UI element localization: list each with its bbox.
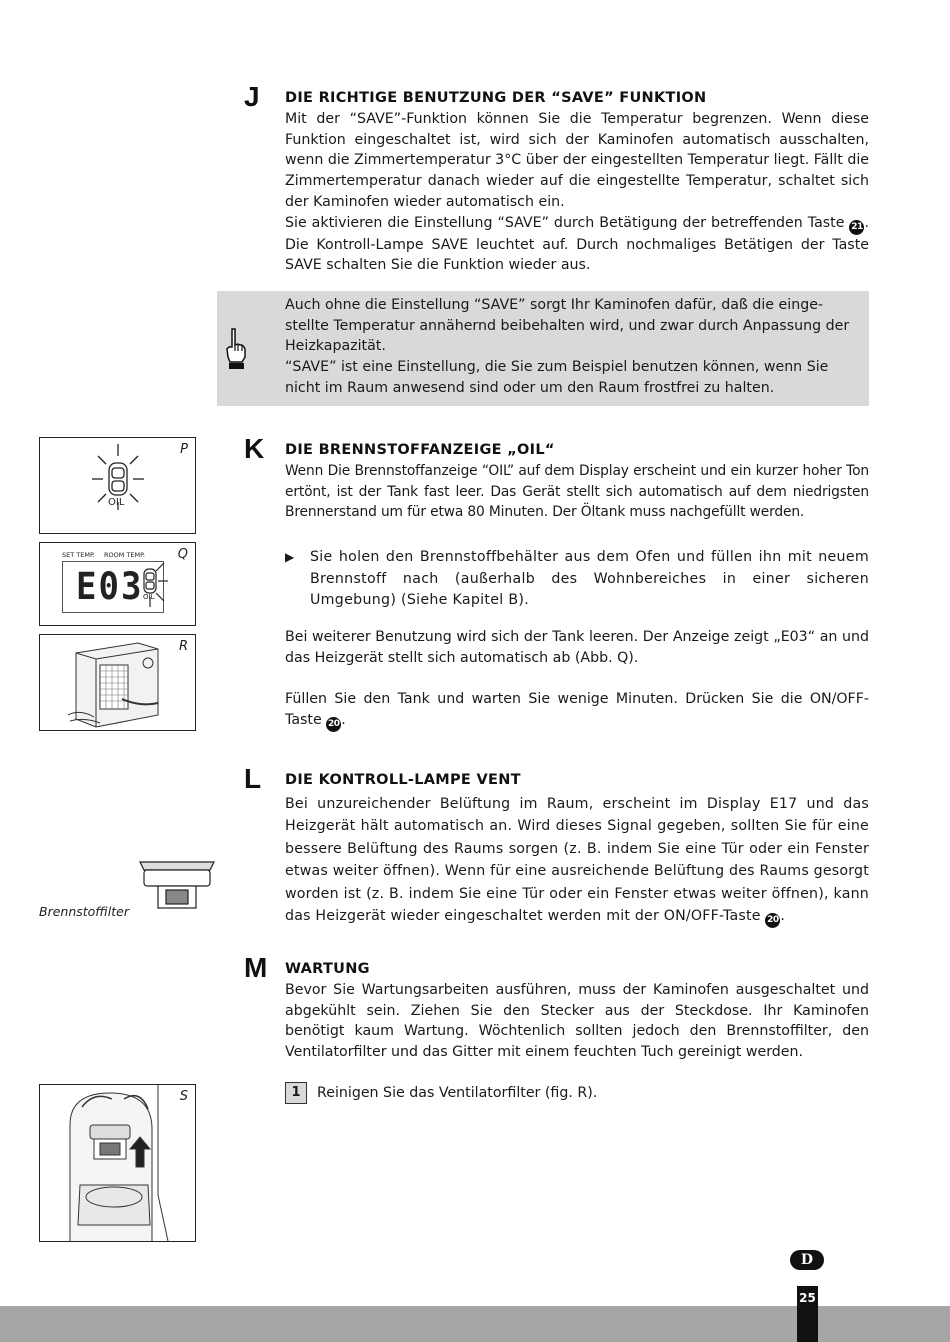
paragraph xyxy=(285,213,869,276)
section-body-k xyxy=(285,461,869,523)
bullet-text: Sie holen den Brennstoffbehälter aus dem Ofen und füllen ihn mit neuem Brennstoff nach (außerhalb des Wohnbereiches in einer sicheren Umgebung) (Siehe Kapitel B). xyxy=(310,549,869,608)
heater-fan-filter-illustration xyxy=(40,635,195,730)
section-letter-k: K xyxy=(244,433,265,464)
section-body-j xyxy=(285,109,869,276)
section-body-k-2 xyxy=(285,627,869,668)
page-number: 25 xyxy=(797,1286,818,1342)
figure-label: R xyxy=(178,639,188,654)
key-number-badge: 20 xyxy=(326,717,341,732)
language-badge: D xyxy=(790,1250,824,1270)
paragraph: Bei weiterer Benutzung wird sich der Tank leeren. Der Anzeige zeigt „E03“ an und das Heizgerät stellt sich automatisch ab (Abb. Q). xyxy=(285,629,869,666)
section-letter-l: L xyxy=(244,763,262,794)
error-code: E03 xyxy=(76,565,144,609)
oil-label: OIL xyxy=(108,497,125,508)
set-temp-label: SET TEMP. xyxy=(62,551,95,559)
bullet-arrow-icon: ▶ xyxy=(285,550,295,564)
paragraph xyxy=(285,793,869,928)
oil-label: OIL xyxy=(143,593,155,601)
figure-label: Q xyxy=(177,547,188,562)
section-heading-j: DIE RICHTIGE BENUTZUNG DER “SAVE” FUNKTION xyxy=(285,90,707,106)
section-body-l xyxy=(285,793,869,928)
bullet-item xyxy=(285,547,869,612)
figure-label: S xyxy=(179,1089,188,1104)
oil-indicator-blinking-icon xyxy=(40,543,195,625)
section-body-k-3 xyxy=(285,689,869,732)
note-text xyxy=(285,295,851,399)
section-heading-l: DIE KONTROLL-LAMPE VENT xyxy=(285,772,521,788)
room-temp-label: ROOM TEMP. xyxy=(104,551,146,559)
figure-label: P xyxy=(180,442,188,457)
paragraph: Wenn Die Brennstoffanzeige “OIL” auf dem Display erscheint und ein kurzer hoher Ton ertönt, ist der Tank fast leer. Das Gerät stellt sich automatisch auf dem niedrigsten Brennerstand um für etwa 80 Minuten. Der Öltank muss nachgefüllt werden. xyxy=(285,463,869,521)
text-span: Sie aktivieren die Einstellung “SAVE” durch Betätigung der betreffenden Taste xyxy=(285,214,845,231)
step-number: 1 xyxy=(285,1082,307,1104)
key-number-badge: 20 xyxy=(765,913,780,928)
figure-r xyxy=(39,634,196,731)
section-letter-m: M xyxy=(244,952,268,983)
figure-s xyxy=(39,1084,196,1242)
text-span: . xyxy=(780,908,786,925)
oil-indicator-blinking-icon xyxy=(40,438,195,533)
pointing-hand-icon xyxy=(223,327,249,371)
text-span: . xyxy=(341,711,346,728)
paragraph: Mit der “SAVE”-Funktion können Sie die Temperatur begrenzen. Wenn diese Funktion eingeschaltet ist, wird sich der Kaminofen automatisch ausschalten, wenn die Zimmertemperatur 3°C über der eingestellten Temperatur liegt. Fällt die Zimmertemperatur danach wieder auf die eingestellte Temperatur, schaltet sich der Kaminofen wieder automatisch ein. xyxy=(285,111,869,210)
fuel-filter-illustration xyxy=(138,858,216,912)
figure-caption: Brennstoffilter xyxy=(39,904,130,919)
note-box xyxy=(217,291,869,406)
paragraph: Auch ohne die Einstellung “SAVE” sorgt Ihr Kaminofen dafür, daß die einge-stellte Temperatur annähernd beibehalten wird, und zwar durch Anpassung der Heizkapazität. xyxy=(285,297,850,355)
paragraph: “SAVE” ist eine Einstellung, die Sie zum Beispiel benutzen können, wenn Sie nicht im Raum anwesend sind oder um den Raum frostfrei zu halten. xyxy=(285,359,829,396)
paragraph xyxy=(285,689,869,732)
text-span: Füllen Sie den Tank und warten Sie wenige Minuten. Drücken Sie die ON/OFF-Taste xyxy=(285,691,869,728)
section-body-m xyxy=(285,980,869,1063)
text-span: . Die Kontroll-Lampe SAVE leuchtet auf. Durch nochmaliges Betätigen der Taste SAVE schalten Sie die Funktion wieder aus. xyxy=(285,214,869,274)
step-text: Reinigen Sie das Ventilatorfilter (fig. R). xyxy=(317,1085,598,1101)
section-heading-k: DIE BRENNSTOFFANZEIGE „OIL“ xyxy=(285,442,555,458)
paragraph: Bevor Sie Wartungsarbeiten ausführen, muss der Kaminofen ausgeschaltet und abgekühlt sein. Ziehen Sie den Stecker aus der Steckdose. Ihr Kaminofen benötigt kaum Wartung. Wöchtenlich sollten jedoch den Brennstoffilter, den Ventilatorfilter und das Gitter mit einem feuchten Tuch gereinigt werden. xyxy=(285,982,869,1061)
key-number-badge: 21 xyxy=(849,220,864,235)
step-item xyxy=(285,1082,597,1104)
figure-p xyxy=(39,437,196,534)
filter-removal-illustration xyxy=(40,1085,195,1241)
section-letter-j: J xyxy=(244,81,260,112)
text-span: Bei unzureichender Belüftung im Raum, erscheint im Display E17 und das Heizgerät hält automatisch an. Wird dieses Signal gegeben, sollten Sie für eine bessere Belüftung des Raums sorgen (z. B. indem Sie eine Tür oder ein Fenster etwas weiter öffnen). Wenn für eine ausreichende Belüftung des Raums gesorgt worden ist (z. B. indem Sie eine Tür oder ein Fenster etwas weiter öffnen), kann das Heizgerät wieder eingeschaltet werden mit der ON/OFF-Taste xyxy=(285,796,869,925)
figure-q xyxy=(39,542,196,626)
section-heading-m: WARTUNG xyxy=(285,961,370,977)
